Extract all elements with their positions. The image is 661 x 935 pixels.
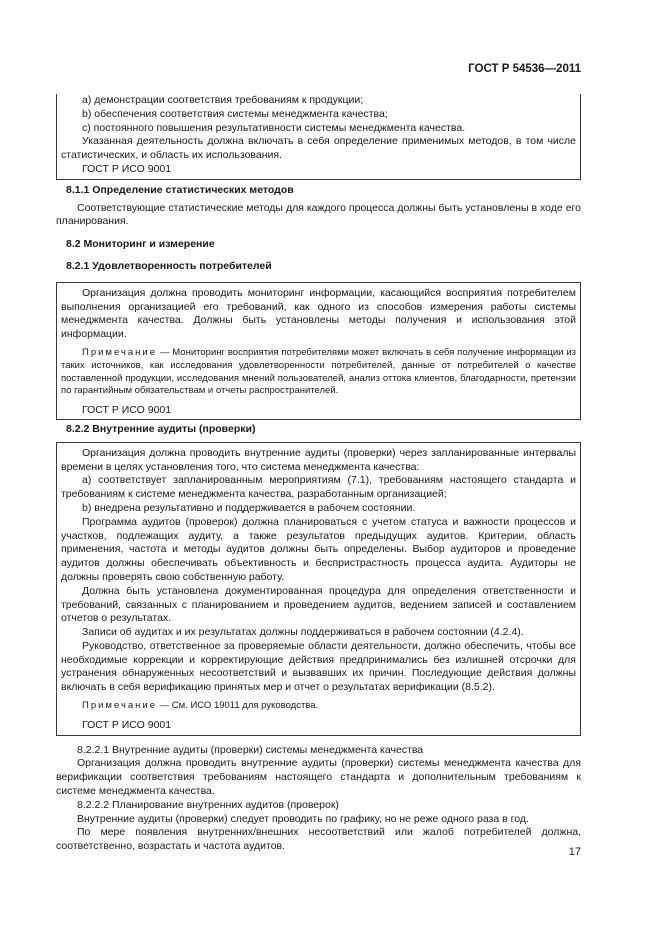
- paragraph: По мере появления внутренних/внешних несоответствий или жалоб потребителей должна, соответственно, возрастать и частота аудитов.: [56, 826, 581, 853]
- paragraph: Соответствующие статистические методы для каждого процесса должны быть установлены в ходе его планирования.: [56, 201, 581, 228]
- source-reference: ГОСТ Р ИСО 9001: [82, 718, 172, 731]
- paragraph: Указанная деятельность должна включать в себя определение применимых методов, в том числе статистических, и область их использования.: [61, 135, 576, 162]
- list-item: c) постоянного повышения результативности системы менеджмента качества.: [82, 121, 466, 134]
- paragraph: Руководство, ответственное за проверяемые области деятельности, должно обеспечить, чтобы все необходимые коррекции и корректирующие действия предпринимались без излишней отсрочки для устранения обнаруженных несоответствий и вызвавших их причин. Последующие действия должны включать в себя верификацию принятых мер и отчет о результатах верификации (8.5.2).: [61, 639, 576, 694]
- quote-box-iso9001-b: [56, 282, 581, 420]
- section-heading-8-2-1: 8.2.1 Удовлетворенность потребителей: [66, 259, 272, 272]
- paragraph: Должна быть установлена документированная процедура для определения ответственности и требований, связанных с планированием и проведением аудитов, ведением записей и составлением отчетов о результатах.: [61, 584, 576, 625]
- list-item: a) демонстрации соответствия требованиям к продукции;: [82, 94, 364, 106]
- quote-box-iso9001-c: [56, 442, 581, 736]
- source-reference: ГОСТ Р ИСО 9001: [82, 162, 172, 175]
- subsection-heading-8-2-2-1: 8.2.2.1 Внутренние аудиты (проверки) системы менеджмента качества: [77, 743, 424, 756]
- paragraph: Организация должна проводить мониторинг информации, касающийся восприятия потребителем выполнения организацией его требований, как одного из способов измерения работы системы менеджмента качества. Должны быть установлены методы получения и использования этой информации.: [61, 286, 576, 341]
- page-content: [56, 94, 581, 854]
- note-text: — См. ИСО 19011 для руководства.: [157, 700, 319, 712]
- list-item: a) соответствует запланированным мероприятиям (7.1), требованиям настоящего стандарта и требованиям к системе менеджмента качества, разработанным организацией;: [61, 474, 576, 501]
- document-number: ГОСТ Р 54536—2011: [468, 63, 581, 75]
- paragraph: Записи об аудитах и их результатах должны поддерживаться в рабочем состоянии (4.2.4).: [82, 626, 524, 639]
- page-number: 17: [568, 846, 581, 858]
- note: [61, 700, 576, 713]
- list-item: b) обеспечения соответствия системы менеджмента качества;: [82, 107, 388, 120]
- section-8-2-2-sub: [56, 744, 581, 854]
- note-text: — Мониторинг восприятия потребителями может включать в себя получение информации из таких источников, как исследования удовлетворенности потребителей, данные от потребителей о качестве поставленной продукции, исследования мнений пользователей, анализ оттока клиентов, благодарности, претензии по гарантийным обязательствам и отчеты распространителей.: [61, 346, 576, 397]
- paragraph: Внутренние аудиты (проверки) следует проводить по графику, но не реже одного раза в год.: [77, 812, 529, 825]
- section-heading-8-1-1: 8.1.1 Определение статистических методов: [66, 183, 294, 196]
- subsection-heading-8-2-2-2: 8.2.2.2 Планирование внутренних аудитов (проверок): [77, 798, 339, 811]
- quote-box-iso9001-a: [56, 94, 581, 180]
- source-reference: ГОСТ Р ИСО 9001: [82, 404, 172, 417]
- section-heading-8-2: 8.2 Мониторинг и измерение: [66, 238, 215, 251]
- paragraph: Программа аудитов (проверок) должна планироваться с учетом статуса и важности процессов и участков, подлежащих аудиту, а также результатов предыдущих аудитов. Критерии, область применения, частота и методы аудитов должны быть определены. Выбор аудиторов и проведение аудитов должны обеспечивать объективность и беспристрастность процесса аудита. Аудиторы не должны проверять свою собственную работу.: [61, 515, 576, 583]
- list-item: b) внедрена результативно и поддерживается в рабочем состоянии.: [82, 501, 416, 514]
- note-label: Примечание: [82, 346, 157, 358]
- paragraph: Организация должна проводить внутренние аудиты (проверки) через запланированные интервалы времени в целях установления того, что система менеджмента качества:: [61, 446, 576, 473]
- note-label: Примечание: [82, 700, 157, 712]
- section-heading-8-2-2: 8.2.2 Внутренние аудиты (проверки): [66, 422, 256, 435]
- paragraph: Организация должна проводить внутренние аудиты (проверки) системы менеджмента качества для верификации соответствия требованиям настоящего стандарта и дополнительным требованиям к системе менеджмента качества.: [56, 757, 581, 798]
- note: [61, 347, 576, 398]
